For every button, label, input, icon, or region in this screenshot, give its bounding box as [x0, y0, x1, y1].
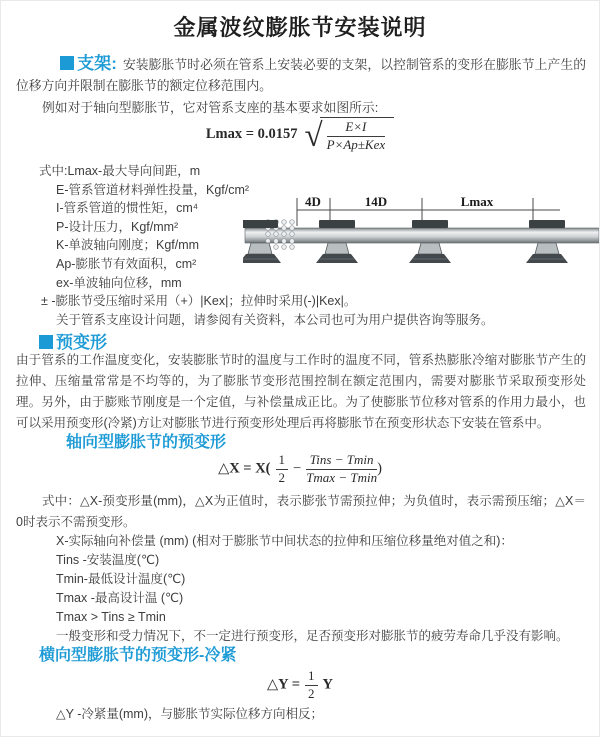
definition-e: E-管系管道材料弹性投量，Kgf/cm² [56, 182, 250, 197]
definition-p: P-设计压力，Kgf/mm² [56, 219, 179, 234]
lmax-fraction [327, 120, 386, 152]
axial-subheading: 轴向型膨胀节的预变形 [66, 434, 227, 451]
dim-label-lmax: Lmax [460, 194, 494, 209]
support-heading-label: 支架: [77, 54, 117, 73]
half-denominator: 2 [278, 469, 285, 485]
temperature-fraction [306, 453, 377, 485]
definition-plus-minus: ± -膨胀节受压缩时采用（+）|Kex|；拉伸时采用(-)|Kex|。 [41, 294, 357, 309]
lateral-half-fraction [305, 669, 318, 701]
tmax-line: Tmax -最高设计温 (℃) [56, 591, 184, 605]
axial-note-line: 一般变形和受力情况下，不一定进行预变形，足否预变形对膨胀节的疲劳寿命几乎没有影响。 [56, 629, 569, 643]
axial-formula-lhs: △X = X( [218, 460, 271, 477]
support-example-line: 例如对于轴向型膨胀节，它对管系支座的基本要求如图所示: [42, 100, 379, 115]
lateral-formula-lhs: △Y = [267, 676, 300, 693]
axial-formula-rhs: ) [377, 460, 382, 477]
dim-label-4d: 4D [305, 194, 321, 209]
radical-body [320, 117, 395, 152]
tmin-line: Tmin-最低设计温度(℃) [56, 572, 186, 586]
minus-sign: − [293, 460, 302, 477]
preform-heading-label: 预变形 [56, 333, 107, 352]
lmax-fraction-denominator: P×Ap±Kex [326, 136, 386, 152]
blue-square-icon [39, 335, 53, 349]
support-intro-text: 安装膨胀节时必须在管系上安装必要的支架，以控制管系的变形在膨胀节上产生的位移方向并限制在膨胀节的额定位移范围内。 [16, 57, 586, 93]
lmax-formula [1, 117, 599, 152]
dim-label-14d: 14D [364, 194, 388, 209]
support-section-heading [60, 54, 123, 73]
page-title: 金属波纹膨胀节安装说明 [173, 15, 427, 40]
definition-k: K-单波轴向刚度；Kgf/mm [56, 238, 200, 253]
pipe [245, 228, 599, 243]
y-definition-line: △Y -冷紧量(mm)，与膨胀节实际位移方向相反； [56, 707, 324, 721]
lmax-formula-lhs: Lmax = 0.0157 [205, 125, 298, 142]
sqrt-radical-group [305, 117, 395, 152]
x-definition-line: X-实际轴向补偿量 (mm) (相对于膨胀节中间状态的拉伸和压缩位移量绝对值之和)： [56, 534, 513, 548]
definition-lmax: 式中:Lmax-最大导向间距，m [39, 164, 201, 178]
lmax-fraction-numerator: E×I [327, 120, 386, 137]
tins-line: Tins -安装温度(℃) [56, 553, 160, 567]
axial-formula [1, 453, 599, 485]
preform-paragraph: 由于管系的工作温度变化，安装膨胀节时的温度与工作时的温度不同，管系热膨胀冷缩对膨胀节产生的拉伸、压缩量常常是不均等的，为了膨胀节变形范围控制在额定范围内，需要对膨胀节采取预变形处理。另外，由于膨账节刚度是一个定值，与补偿量成正比。为了使膨胀节位移对管系的作用力最小，也可以采用预变形(冷紧)方让对膨胀节进行预变形处理后再将膨胀节在预变形状态下安装在管系中。 [16, 353, 586, 430]
support-paragraph [16, 53, 586, 96]
lateral-formula [1, 669, 599, 701]
blue-square-icon [60, 56, 74, 70]
radical-sign: √ [304, 117, 323, 154]
definition-ap: Ap-膨胀节有效面积，cm² [56, 256, 197, 271]
pipe-support-diagram [243, 193, 600, 289]
service-note: 关于管系支座设计问题，请参阅有关资料，本公司也可为用户提供咨询等服务。 [56, 312, 494, 327]
half-numerator: 1 [276, 453, 289, 470]
definition-ex: ex-单波轴向位移，mm [56, 275, 182, 290]
temperature-numerator: Tins − Tmin [306, 453, 377, 470]
lateral-half-numerator: 1 [305, 669, 318, 686]
lateral-subheading: 横向型膨胀节的预变形-冷紧 [39, 647, 237, 664]
lateral-formula-rhs: Y [322, 676, 333, 693]
temp-inequality-line: Tmax > Tins ≥ Tmin [56, 610, 166, 624]
axial-where-paragraph: 式中：△X-预变形量(mm)，△X为正值时，表示膨张节需预拉伸；为负值时，表示需预压缩；△X＝0时表示不需预变形。 [16, 494, 586, 529]
definition-i: I-管系管道的惯性矩，cm⁴ [56, 201, 199, 216]
temperature-denominator: Tmax − Tmin [306, 469, 378, 485]
lateral-half-denominator: 2 [308, 685, 315, 701]
half-fraction [276, 453, 289, 485]
